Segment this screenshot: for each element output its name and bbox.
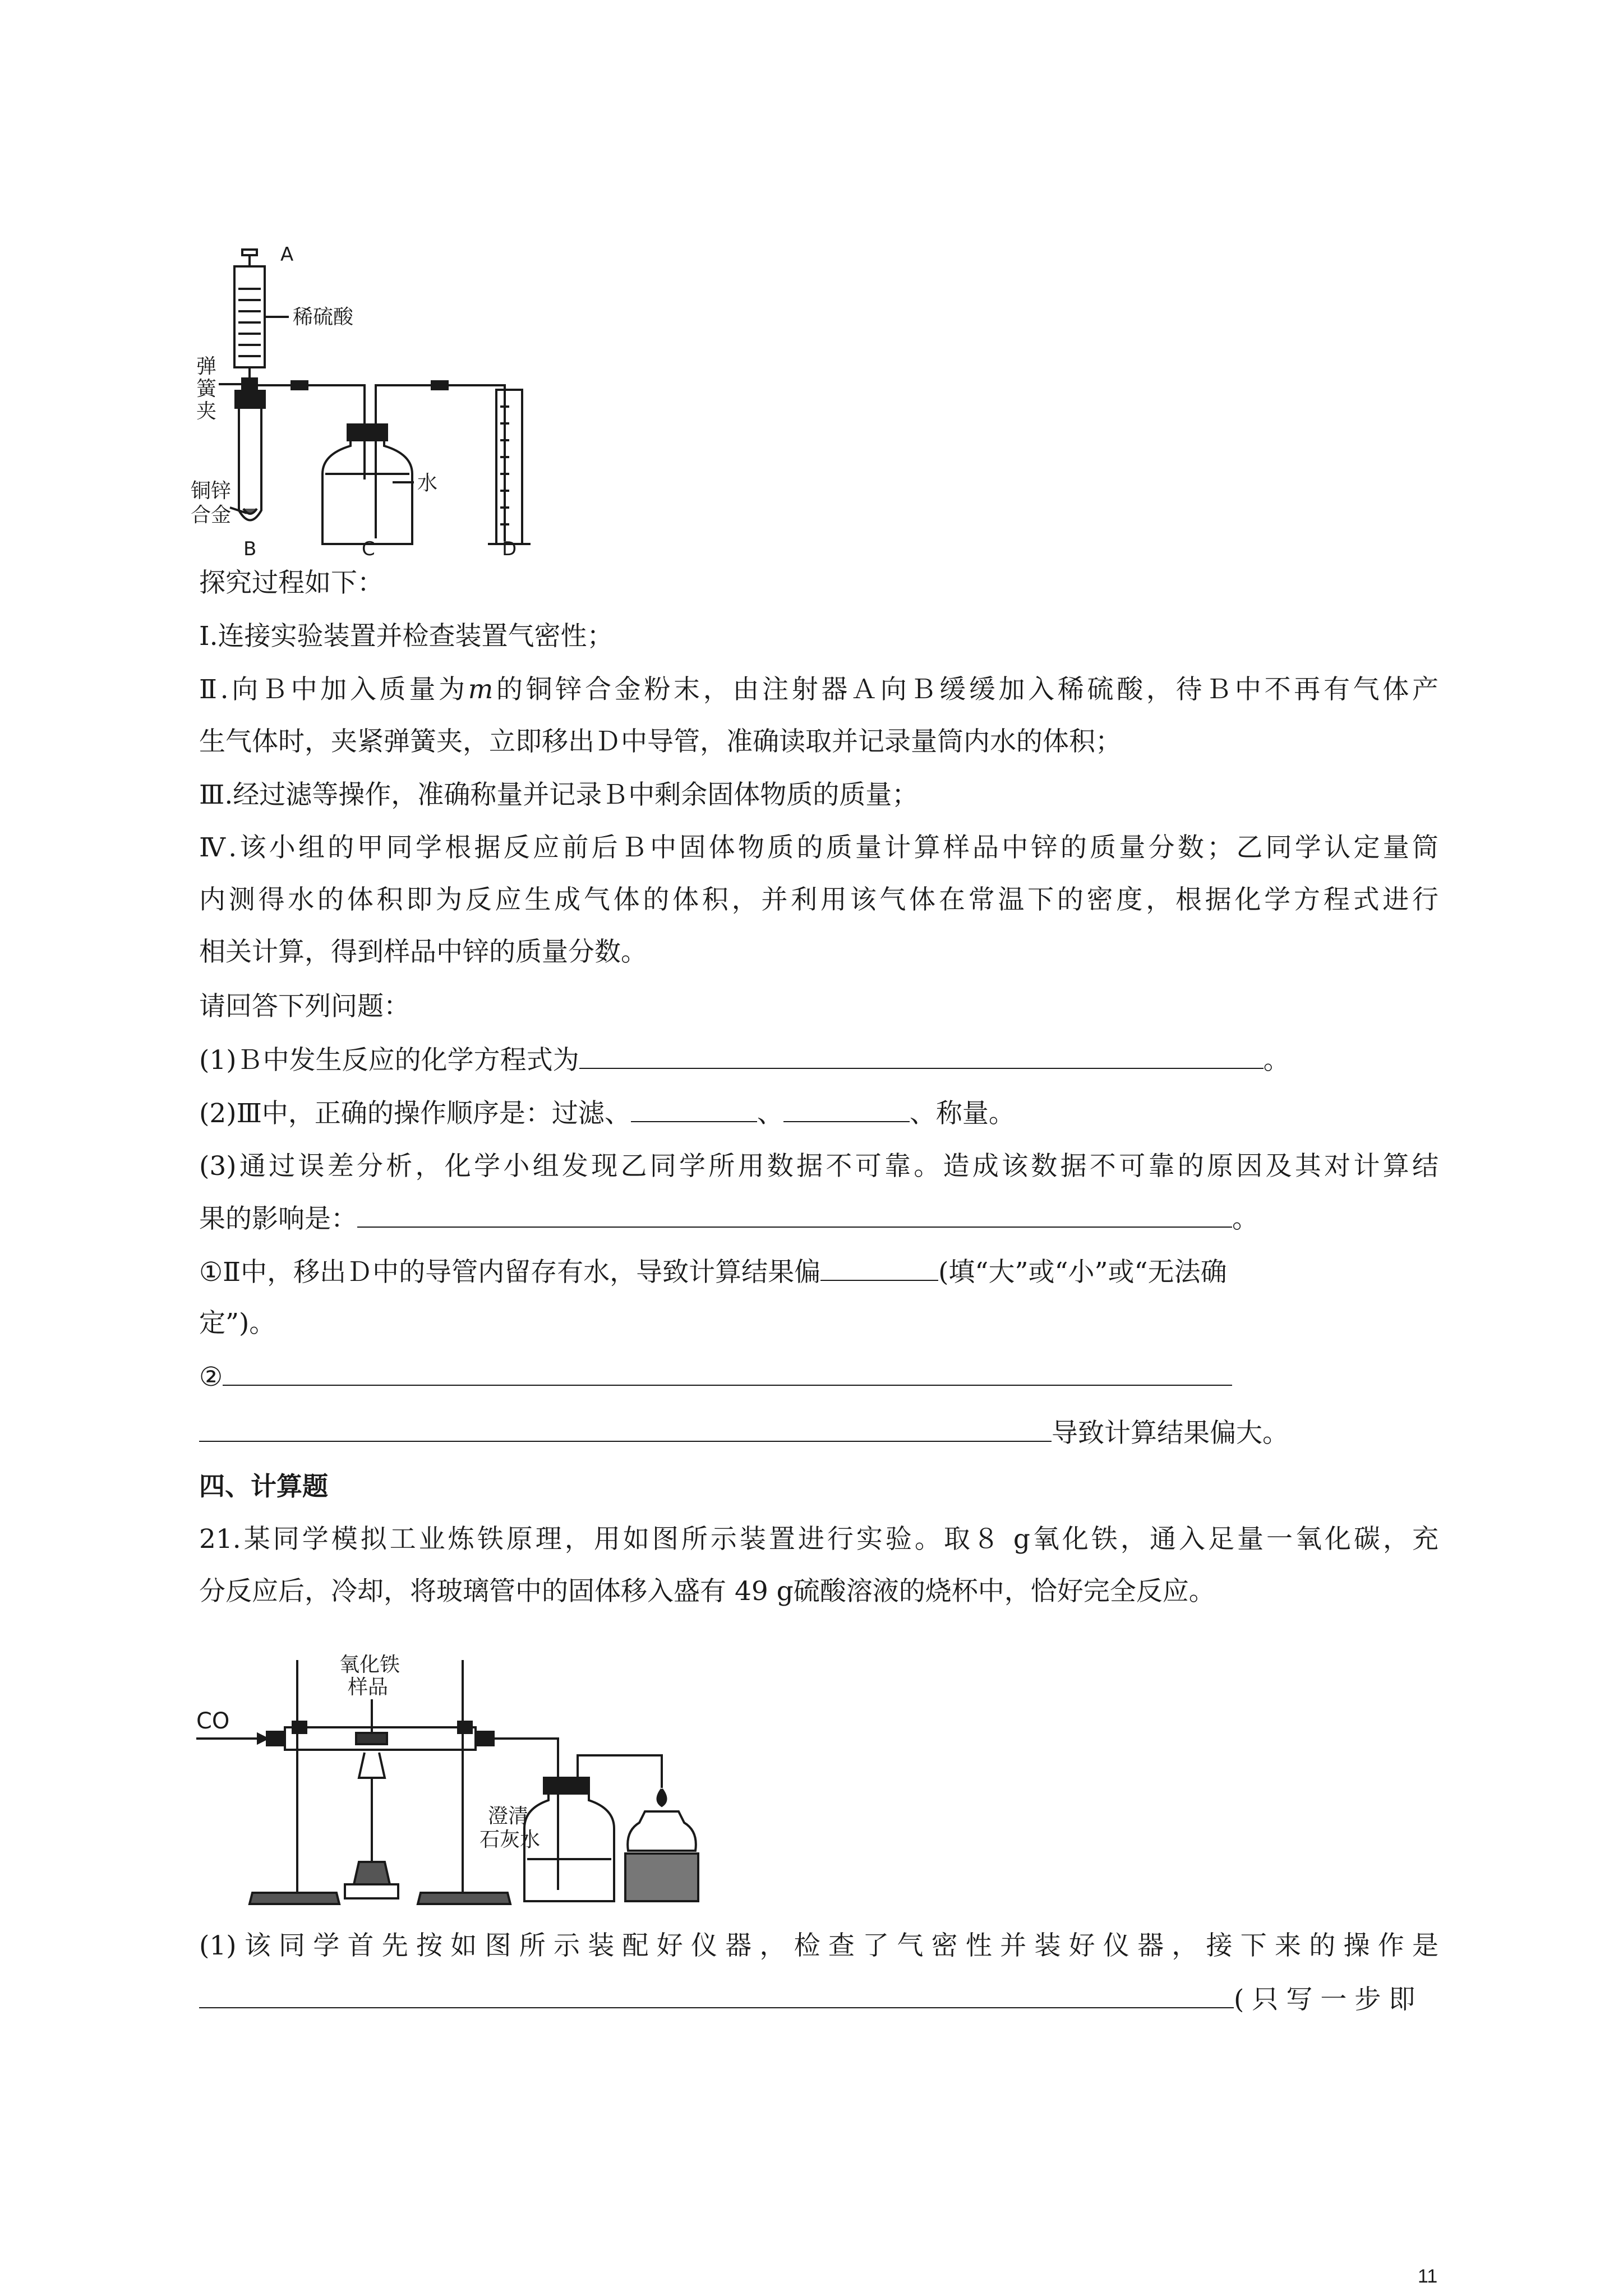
test-tube-b	[239, 408, 261, 520]
answer-blank-2b[interactable]	[783, 1096, 910, 1122]
alcohol-lamp	[628, 1811, 696, 1851]
label-c: C	[362, 538, 375, 558]
label-sample-2: 样品	[348, 1676, 389, 1699]
page-number: 11	[1418, 2266, 1438, 2287]
question-3-sub-1-end: (填“大”或“小”或“无法确	[938, 1257, 1227, 1288]
bottle-c	[322, 440, 412, 544]
figure-iron-smelting	[196, 1638, 735, 1918]
stopper-b	[236, 391, 265, 408]
step-2-rest: 的铜锌合金粉末，由注射器Ａ向Ｂ缓缓加入稀硫酸，待Ｂ中不再有气体产	[493, 674, 1439, 705]
apparatus-diagram-2	[196, 1638, 735, 1918]
question-3-sub-2-end: 导致计算结果偏大。	[1052, 1418, 1289, 1449]
step-1: Ⅰ.连接实验装置并检查装置气密性；	[199, 621, 614, 652]
question-1-end: 。	[1263, 1045, 1290, 1076]
problem-21-line-1: 21.某同学模拟工业炼铁原理，用如图所示装置进行实验。取８ g氧化铁，通入足量一氧化碳，充	[199, 1524, 1438, 1555]
label-limewater-2: 石灰水	[479, 1828, 541, 1851]
stopper-c	[348, 425, 387, 440]
answer-blank-2a[interactable]	[631, 1096, 757, 1122]
text-line: 探究过程如下：	[199, 568, 384, 598]
label-alloy-2: 合金	[191, 504, 232, 527]
label-co: CO	[196, 1708, 230, 1734]
answer-blank-3b-1[interactable]	[223, 1360, 1232, 1386]
step-2-pre: Ⅱ.向Ｂ中加入质量为	[199, 674, 468, 705]
tube-b-c	[257, 385, 365, 423]
label-clip-2: 簧	[196, 377, 217, 400]
step-3: Ⅲ.经过滤等操作，准确称量并记录Ｂ中剩余固体物质的质量；	[199, 780, 919, 810]
question-3-sub-1-text: ①Ⅱ中，移出Ｄ中的导管内留存有水，导致计算结果偏	[199, 1257, 821, 1288]
problem-21-line-2: 分反应后，冷却，将玻璃管中的固体移入盛有 49 g硫酸溶液的烧杯中，恰好完全反应。	[199, 1576, 1215, 1607]
question-3-line-1: (3)通过误差分析，化学小组发现乙同学所用数据不可靠。造成该数据不可靠的原因及其对计算结	[199, 1151, 1438, 1182]
label-d: D	[502, 538, 517, 558]
step-4-line-3: 相关计算，得到样品中锌的质量分数。	[199, 937, 647, 967]
problem-21-question-1-line-2	[199, 1983, 1423, 2017]
apparatus-diagram-1	[191, 238, 550, 558]
question-3-text: 果的影响是：	[199, 1204, 357, 1234]
iron-oxide-sample	[356, 1733, 387, 1744]
figure-zinc-apparatus	[191, 238, 550, 558]
lamp-block	[625, 1854, 698, 1901]
step-4-line-1: Ⅳ.该小组的甲同学根据反应前后Ｂ中固体物质的质量计算样品中锌的质量分数；乙同学认定量筒	[199, 832, 1438, 863]
graduated-cylinder-d	[496, 390, 522, 544]
question-1	[199, 1043, 1290, 1077]
question-3-end: 。	[1232, 1204, 1258, 1234]
answer-blank-3a[interactable]	[820, 1255, 938, 1281]
question-3-sub-2-marker: ②	[199, 1362, 223, 1393]
bottle-stopper	[544, 1778, 589, 1794]
label-dilute-acid: 稀硫酸	[293, 306, 354, 329]
step-2-line-1	[199, 673, 1438, 707]
label-alloy-1: 铜锌	[191, 480, 232, 502]
answer-blank-1[interactable]	[579, 1043, 1264, 1069]
label-limewater-1: 澄清	[488, 1805, 529, 1828]
burner	[354, 1862, 390, 1884]
spring-clip	[242, 379, 257, 391]
question-3-sub-1-cont: 定”)。	[199, 1308, 276, 1339]
stand-base-left	[250, 1893, 339, 1904]
question-1-text: (1)Ｂ中发生反应的化学方程式为	[199, 1045, 579, 1076]
syringe-plunger-top	[242, 250, 257, 255]
problem-21-question-1-line-1: (1)该同学首先按如图所示装配好仪器，检查了气密性并装好仪器，接下来的操作是	[199, 1930, 1438, 1961]
section-heading: 四、计算题	[199, 1471, 328, 1501]
question-3-line-2	[199, 1202, 1258, 1236]
prompt-line: 请回答下列问题：	[199, 991, 410, 1022]
question-3-sub-1	[199, 1255, 1227, 1289]
question-3-sub-2-cont	[199, 1416, 1289, 1450]
label-water: 水	[417, 472, 438, 495]
syringe-barrel	[234, 266, 265, 367]
problem-21-question-1-end: (只写一步即	[1234, 1984, 1423, 2015]
question-2	[199, 1096, 1015, 1131]
question-3-sub-2	[199, 1360, 1232, 1394]
label-sample-1: 氧化铁	[339, 1653, 400, 1676]
stand-base-right	[418, 1893, 510, 1904]
tube-c-d	[376, 385, 505, 541]
question-2-end: 、称量。	[909, 1098, 1015, 1129]
label-clip-1: 弹	[196, 355, 217, 378]
answer-blank-3b-2[interactable]	[199, 1416, 1052, 1442]
question-2-sep: 、	[757, 1098, 783, 1129]
label-a: A	[280, 243, 294, 266]
question-2-text: (2)Ⅲ中，正确的操作顺序是：过滤、	[199, 1098, 631, 1129]
label-clip-3: 夹	[196, 400, 217, 423]
answer-blank-3[interactable]	[357, 1202, 1232, 1228]
step-4-line-2: 内测得水的体积即为反应生成气体的体积，并利用该气体在常温下的密度，根据化学方程式进行	[199, 884, 1438, 915]
step-2-line-2: 生气体时，夹紧弹簧夹，立即移出Ｄ中导管，准确读取并记录量筒内水的体积；	[199, 726, 1122, 757]
label-b: B	[243, 538, 257, 558]
var-m: m	[468, 674, 494, 705]
answer-blank-21-1[interactable]	[199, 1983, 1234, 2008]
